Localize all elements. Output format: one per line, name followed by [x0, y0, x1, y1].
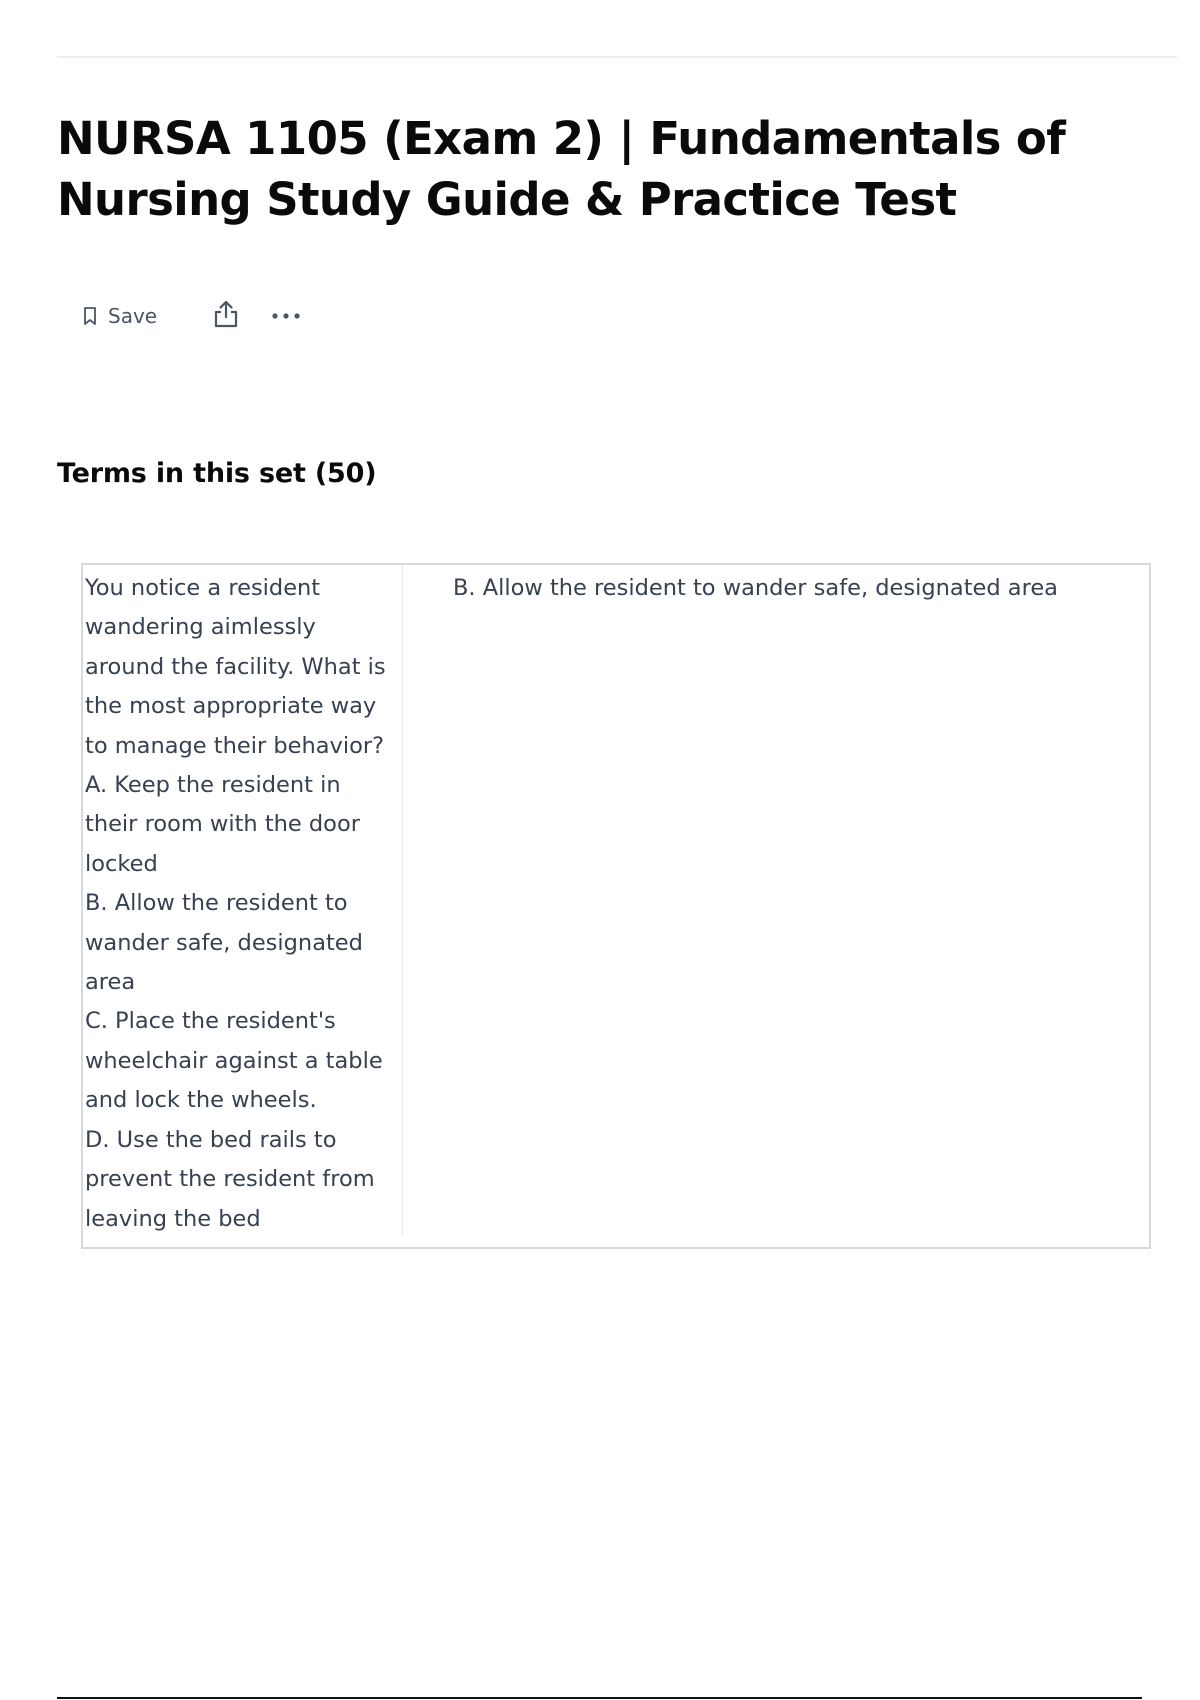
term-row [83, 565, 1149, 1247]
terms-count-heading: Terms in this set (50) [57, 458, 377, 489]
term-text: You notice a resident wandering aimlessly around the facility. What is the most appropriate way to manage their behavior? A. Keep the resident in their room with the door locked B. Allow the resident to wander safe, designated area C. Place the resident's wheelchair against a table and lock the wheels. D. Use the bed rails to prevent the resident from leaving the bed [85, 575, 386, 1232]
share-button[interactable] [211, 300, 241, 332]
action-bar [76, 296, 303, 336]
more-options-button[interactable] [269, 301, 303, 331]
share-icon [212, 299, 240, 334]
top-divider [57, 56, 1177, 58]
bottom-divider [57, 1697, 1142, 1699]
definition-cell [403, 565, 1149, 1247]
definition-text: B. Allow the resident to wander safe, designated area [453, 575, 1058, 601]
more-options-icon [271, 307, 301, 325]
save-button[interactable] [76, 300, 163, 332]
page-title: NURSA 1105 (Exam 2) | Fundamentals of Nursing Study Guide & Practice Test [57, 112, 1066, 226]
terms-table [81, 563, 1151, 1249]
save-label: Save [108, 304, 158, 328]
bookmark-icon [82, 306, 98, 326]
term-cell [83, 565, 403, 1235]
